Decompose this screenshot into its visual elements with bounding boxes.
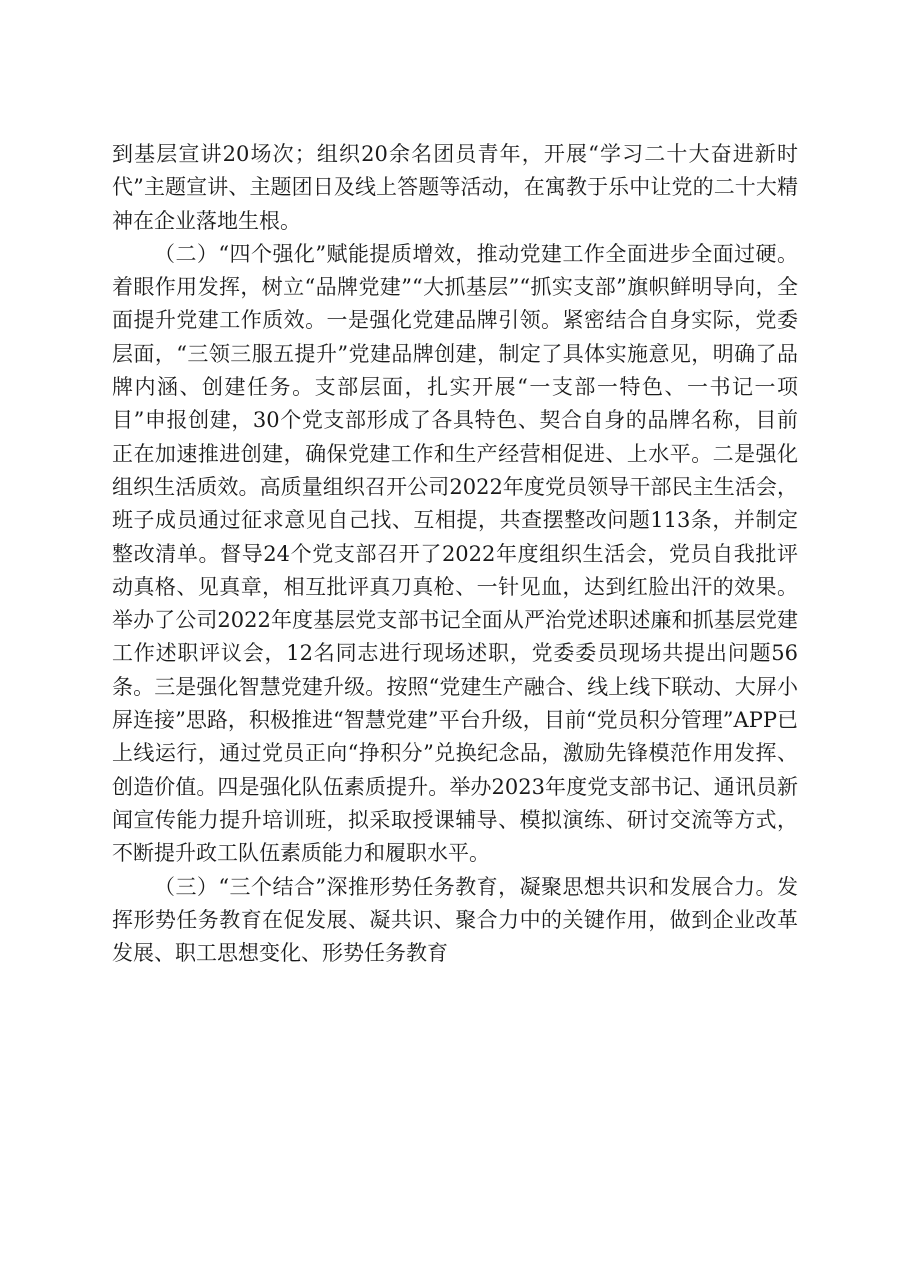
document-body [112,138,798,970]
paragraph-continuation: 到基层宣讲20场次；组织20余名团员青年，开展“学习二十大奋进新时代”主题宣讲、主题团日及线上答题等活动，在寓教于乐中让党的二十大精神在企业落地生根。 [112,142,798,233]
paragraph-section-three: （三）“三个结合”深推形势任务教育，凝聚思想共识和发展合力。发挥形势任务教育在促发展、凝共识、聚合力中的关键作用，做到企业改革发展、职工思想变化、形势任务教育 [112,874,798,966]
paragraph-section-two: （二）“四个强化”赋能提质增效，推动党建工作全面进步全面过硬。着眼作用发挥，树立“品牌党建”“大抓基层”“抓实支部”旗帜鲜明导向，全面提升党建工作质效。一是强化党建品牌引领。紧密结合自身实际，党委层面，“三领三服五提升”党建品牌创建，制定了具体实施意见，明确了品牌内涵、创建任务。支部层面，扎实开展“一支部一特色、一书记一项目”申报创建，30个党支部形成了各具特色、契合自身的品牌名称，目前正在加速推进创建，确保党建工作和生产经营相促进、上水平。二是强化组织生活质效。高质量组织召开公司2022年度党员领导干部民主生活会，班子成员通过征求意见自己找、互相提，共查摆整改问题113条，并制定整改清单。督导24个党支部召开了2022年度组织生活会，党员自我批评动真格、见真章，相互批评真刀真枪、一针见血，达到红脸出汗的效果。举办了公司2022年度基层党支部书记全面从严治党述职述廉和抓基层党建工作述职评议会，12名同志进行现场述职，党委委员现场共提出问题56条。三是强化智慧党建升级。按照“党建生产融合、线上线下联动、大屏小屏连接”思路，积极推进“智慧党建”平台升级，目前“党员积分管理”APP已上线运行，通过党员正向“挣积分”兑换纪念品，激励先锋模范作用发挥、创造价值。四是强化队伍素质提升。举办2023年度党支部书记、通讯员新闻宣传能力提升培训班，拟采取授课辅导、模拟演练、研讨交流等方式，不断提升政工队伍素质能力和履职水平。 [112,241,798,866]
